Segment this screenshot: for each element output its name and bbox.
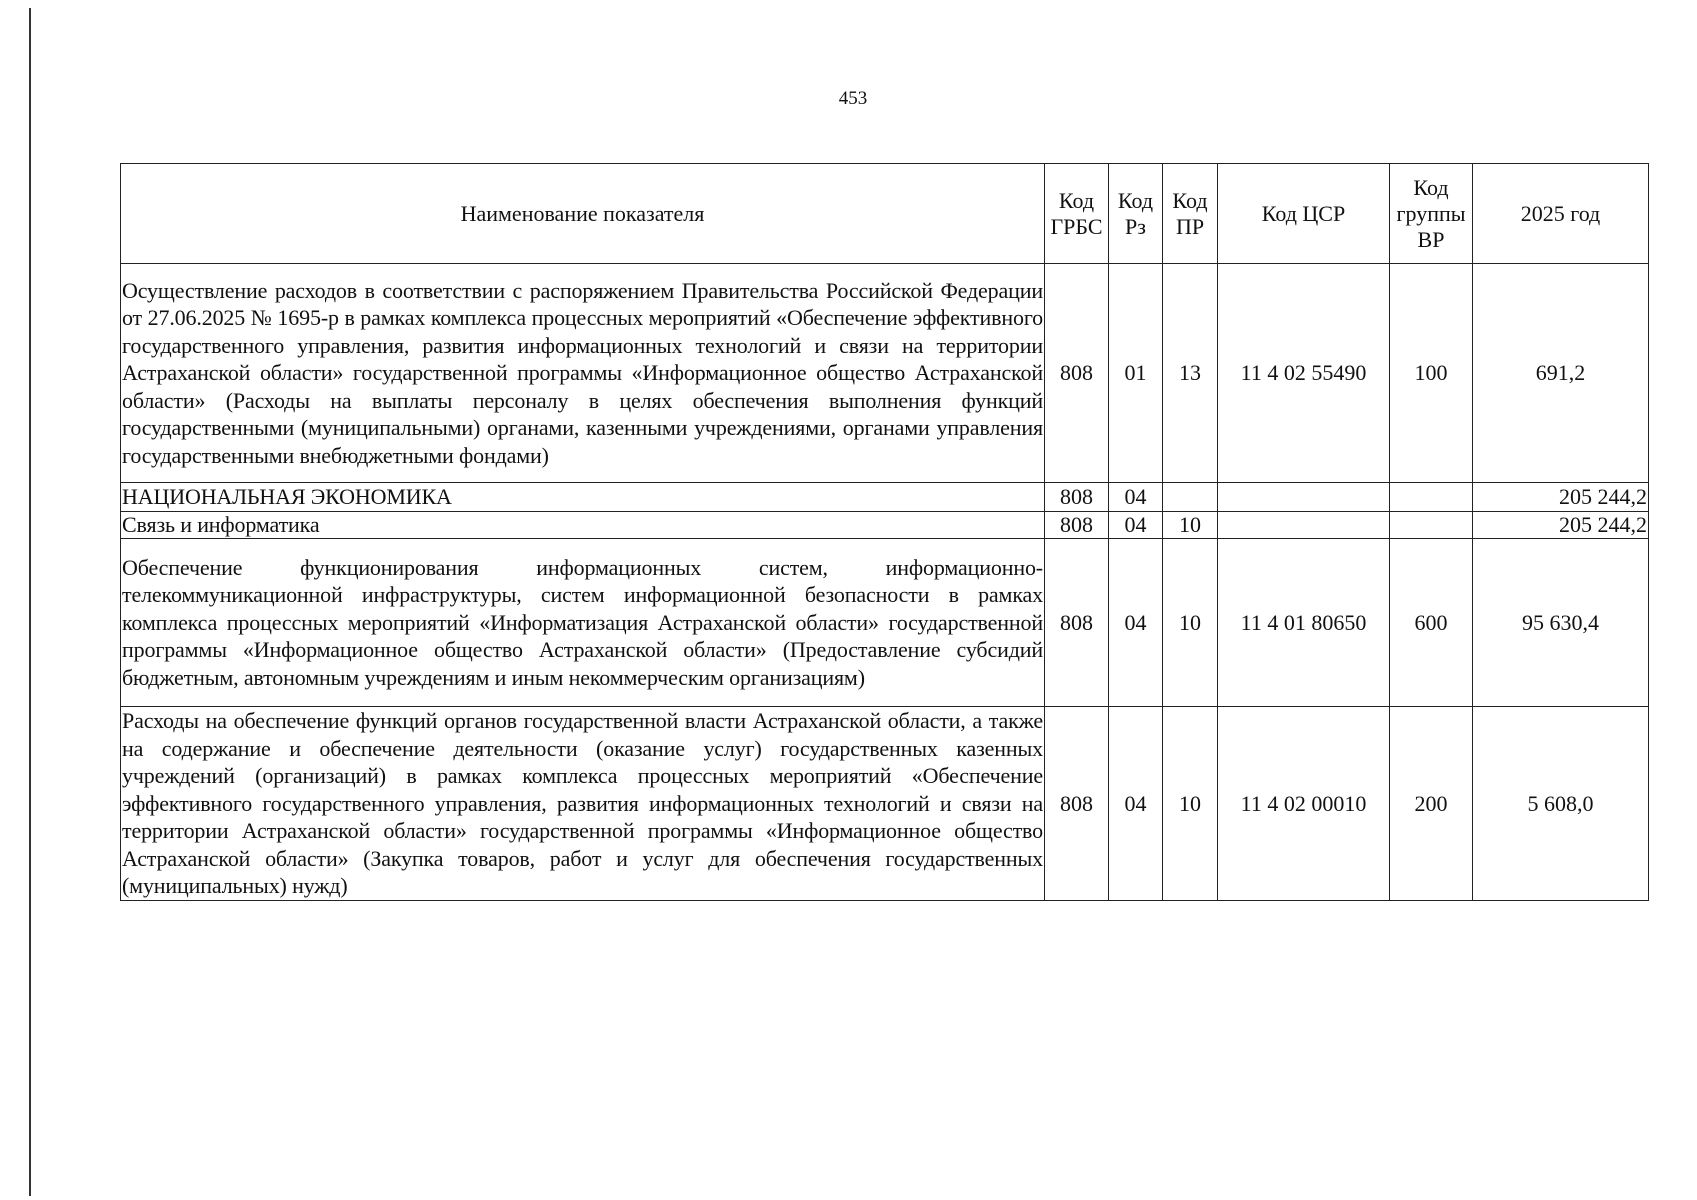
left-margin-line [29, 8, 31, 1196]
header-grbs: Код ГРБС [1045, 164, 1109, 264]
row-amount: 205 244,2 [1473, 512, 1649, 539]
row-grbs: 808 [1045, 483, 1109, 512]
row-grbs: 808 [1045, 707, 1109, 901]
header-name: Наименование показателя [121, 164, 1045, 264]
row-pr: 10 [1163, 539, 1218, 707]
header-year: 2025 год [1473, 164, 1649, 264]
row-csr: 11 4 02 55490 [1218, 264, 1390, 483]
row-name: Обеспечение функционирования информационных систем, информационно-телекоммуникационной инфраструктуры, систем информационной безопасности в рамках комплекса процессных мероприятий «Информатизация Астраханской области» государственной программы «Информационное общество Астраханской области» (Предоставление субсидий бюджетным, автономным учреждениям и иным некоммерческим организациям) [121, 539, 1045, 707]
row-vr [1390, 512, 1473, 539]
row-grbs: 808 [1045, 512, 1109, 539]
row-name: НАЦИОНАЛЬНАЯ ЭКОНОМИКА [121, 483, 1045, 512]
row-amount: 95 630,4 [1473, 539, 1649, 707]
row-vr: 600 [1390, 539, 1473, 707]
table-row [121, 264, 1649, 483]
row-grbs: 808 [1045, 539, 1109, 707]
header-vr: Код группы ВР [1390, 164, 1473, 264]
row-amount: 691,2 [1473, 264, 1649, 483]
header-rz: Код Рз [1109, 164, 1163, 264]
row-name: Связь и информатика [121, 512, 1045, 539]
row-amount: 205 244,2 [1473, 483, 1649, 512]
row-rz: 01 [1109, 264, 1163, 483]
row-csr: 11 4 01 80650 [1218, 539, 1390, 707]
row-vr: 200 [1390, 707, 1473, 901]
page-number: 453 [838, 88, 868, 109]
row-rz: 04 [1109, 512, 1163, 539]
table-row [121, 539, 1649, 707]
table-row [121, 483, 1649, 512]
row-rz: 04 [1109, 483, 1163, 512]
table-row [121, 512, 1649, 539]
table-header-row [121, 164, 1649, 264]
row-pr: 10 [1163, 512, 1218, 539]
row-rz: 04 [1109, 707, 1163, 901]
row-csr [1218, 483, 1390, 512]
row-grbs: 808 [1045, 264, 1109, 483]
row-name: Осуществление расходов в соответствии с распоряжением Правительства Российской Федерации от 27.06.2025 № 1695-р в рамках комплекса процессных мероприятий «Обеспечение эффективного государственного управления, развития информационных технологий и связи на территории Астраханской области» государственной программы «Информационное общество Астраханской области» (Расходы на выплаты персоналу в целях обеспечения выполнения функций государственными (муниципальными) органами, казенными учреждениями, органами управления государственными внебюджетными фондами) [121, 264, 1045, 483]
row-vr: 100 [1390, 264, 1473, 483]
row-rz: 04 [1109, 539, 1163, 707]
table-row [121, 707, 1649, 901]
row-vr [1390, 483, 1473, 512]
row-name: Расходы на обеспечение функций органов государственной власти Астраханской области, а также на содержание и обеспечение деятельности (оказание услуг) государственных казенных учреждений (организаций) в рамках комплекса процессных мероприятий «Обеспечение эффективного государственного управления, развития информационных технологий и связи на территории Астраханской области» государственной программы «Информационное общество Астраханской области» (Закупка товаров, работ и услуг для обеспечения государственных (муниципальных) нужд) [122, 708, 1043, 898]
row-csr: 11 4 02 00010 [1218, 707, 1390, 901]
header-pr: Код ПР [1163, 164, 1218, 264]
row-pr: 13 [1163, 264, 1218, 483]
row-amount: 5 608,0 [1473, 707, 1649, 901]
row-pr [1163, 483, 1218, 512]
row-csr [1218, 512, 1390, 539]
budget-table [120, 163, 1649, 901]
header-csr: Код ЦСР [1218, 164, 1390, 264]
row-pr: 10 [1163, 707, 1218, 901]
